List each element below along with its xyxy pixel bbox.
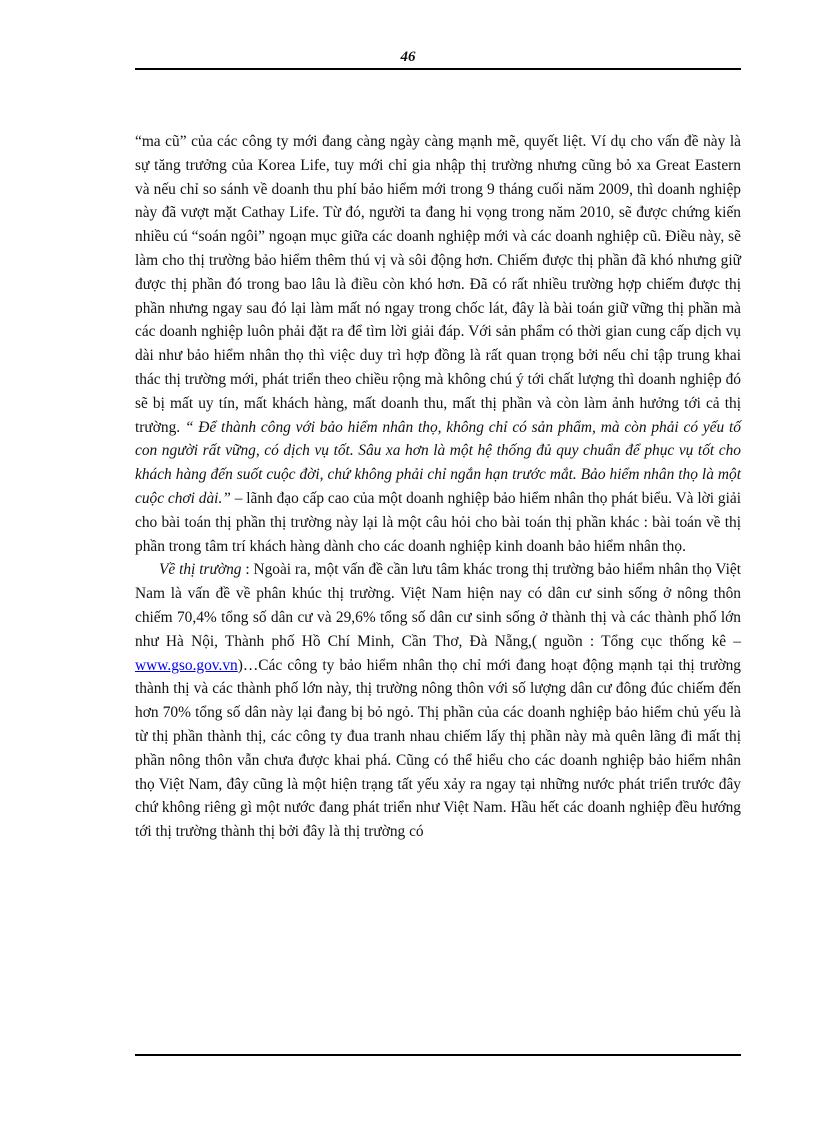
- header-rule: [135, 68, 741, 70]
- body-text: [135, 130, 741, 844]
- paragraph-market-share: [135, 130, 741, 558]
- paragraph-text: : Ngoài ra, một vấn đề cần lưu tâm khác trong thị trường bảo hiểm nhân thọ Việt Nam là vấn đề về phân khúc thị trường. Việt Nam hiện nay có dân cư sinh sống ở nông thôn chiếm 70,4% tổng số dân cư và 29,6% tổng số dân cư sinh sống ở thành thị và các thành phố lớn như Hà Nội, Thành phố Hồ Chí Minh, Cần Thơ, Đà Nẵng,( nguồn : Tổng cục thống kê –: [135, 561, 741, 650]
- paragraph-text: “ma cũ” của các công ty mới đang càng ngày càng mạnh mẽ, quyết liệt. Ví dụ cho vấn đề này là sự tăng trưởng của Korea Life, tuy mới chỉ gia nhập thị trường nhưng cũng bỏ xa Great Eastern và nếu chỉ so sánh về doanh thu phí bảo hiểm mới trong 9 tháng cuối năm 2009, thì doanh nghiệp này đã vượt mặt Cathay Life. Từ đó, người ta đang hi vọng trong năm 2010, sẽ được chứng kiến nhiều cú “soán ngôi” ngoạn mục giữa các doanh nghiệp mới và các doanh nghiệp cũ. Điều này, sẽ làm cho thị trường bảo hiểm thêm thú vị và sôi động hơn. Chiếm được thị phần đã khó nhưng giữ được thị phần đó trong bao lâu là điều còn khó hơn. Đã có rất nhiều trường hợp chiếm được thị phần nhưng ngay sau đó lại làm mất nó ngay trong chốc lát, đây là bài toán giữ vững thị phần mà các doanh nghiệp luôn phải đặt ra để tìm lời giải đáp. Với sản phẩm có thời gian cung cấp dịch vụ dài như bảo hiểm nhân thọ thì việc duy trì hợp đồng là rất quan trọng bởi nếu chỉ tập trung khai thác thị trường mới, phát triển theo chiều rộng mà không chú ý tới chất lượng thì doanh nghiệp đó sẽ bị mất uy tín, mất khách hàng, mất doanh thu, mất thị phần và còn làm ảnh hưởng tới cả thị trường.: [135, 133, 741, 436]
- quotation: “ Để thành công với bảo hiểm nhân thọ, không chỉ có sản phẩm, mà còn phải có yếu tố con người rất vững, có dịch vụ tốt. Sâu xa hơn là một hệ thống đủ quy chuẩn để phục vụ tốt cho khách hàng đến suốt cuộc đời, chứ không phải chỉ ngắn hạn trước mắt. Bảo hiểm nhân thọ là một cuộc chơi dài.”: [135, 418, 741, 507]
- page-number: 46: [400, 49, 416, 65]
- paragraph-market-segment: [135, 558, 741, 844]
- paragraph-lead: Về thị trường: [159, 561, 242, 579]
- footer-rule: [135, 1054, 741, 1056]
- paragraph-text: – lãnh đạo cấp cao của một doanh nghiệp bảo hiểm nhân thọ phát biểu. Và lời giải cho bài toán thị phần thị trường này lại là một câu hỏi cho bài toán thị phần khác : bài toán về thị phần trong tâm trí khách hàng dành cho các doanh nghiệp kinh doanh bảo hiểm nhân thọ.: [135, 489, 741, 555]
- source-link[interactable]: www.gso.gov.vn: [135, 656, 238, 674]
- paragraph-text: )…Các công ty bảo hiểm nhân thọ chỉ mới đang hoạt động mạnh tại thị trường thành thị và các thành phố lớn này, thị trường nông thôn với số lượng dân cư đông đúc chiếm đến hơn 70% tổng số dân này lại đang bị bỏ ngỏ. Thị phần của các doanh nghiệp bảo hiểm chủ yếu là từ thị phần thành thị, các công ty đua tranh nhau chiếm lấy thị phần này mà quên lãng đi mất thị phần nông thôn vẫn chưa được khai phá. Cũng có thể hiểu cho các doanh nghiệp bảo hiểm nhân thọ Việt Nam, đây cũng là một hiện trạng tất yếu xảy ra ngay tại những nước phát triển trước đây chứ không riêng gì một nước đang phát triển như Việt Nam. Hầu hết các doanh nghiệp đều hướng tới thị trường thành thị bởi đây là thị trường có: [135, 656, 741, 841]
